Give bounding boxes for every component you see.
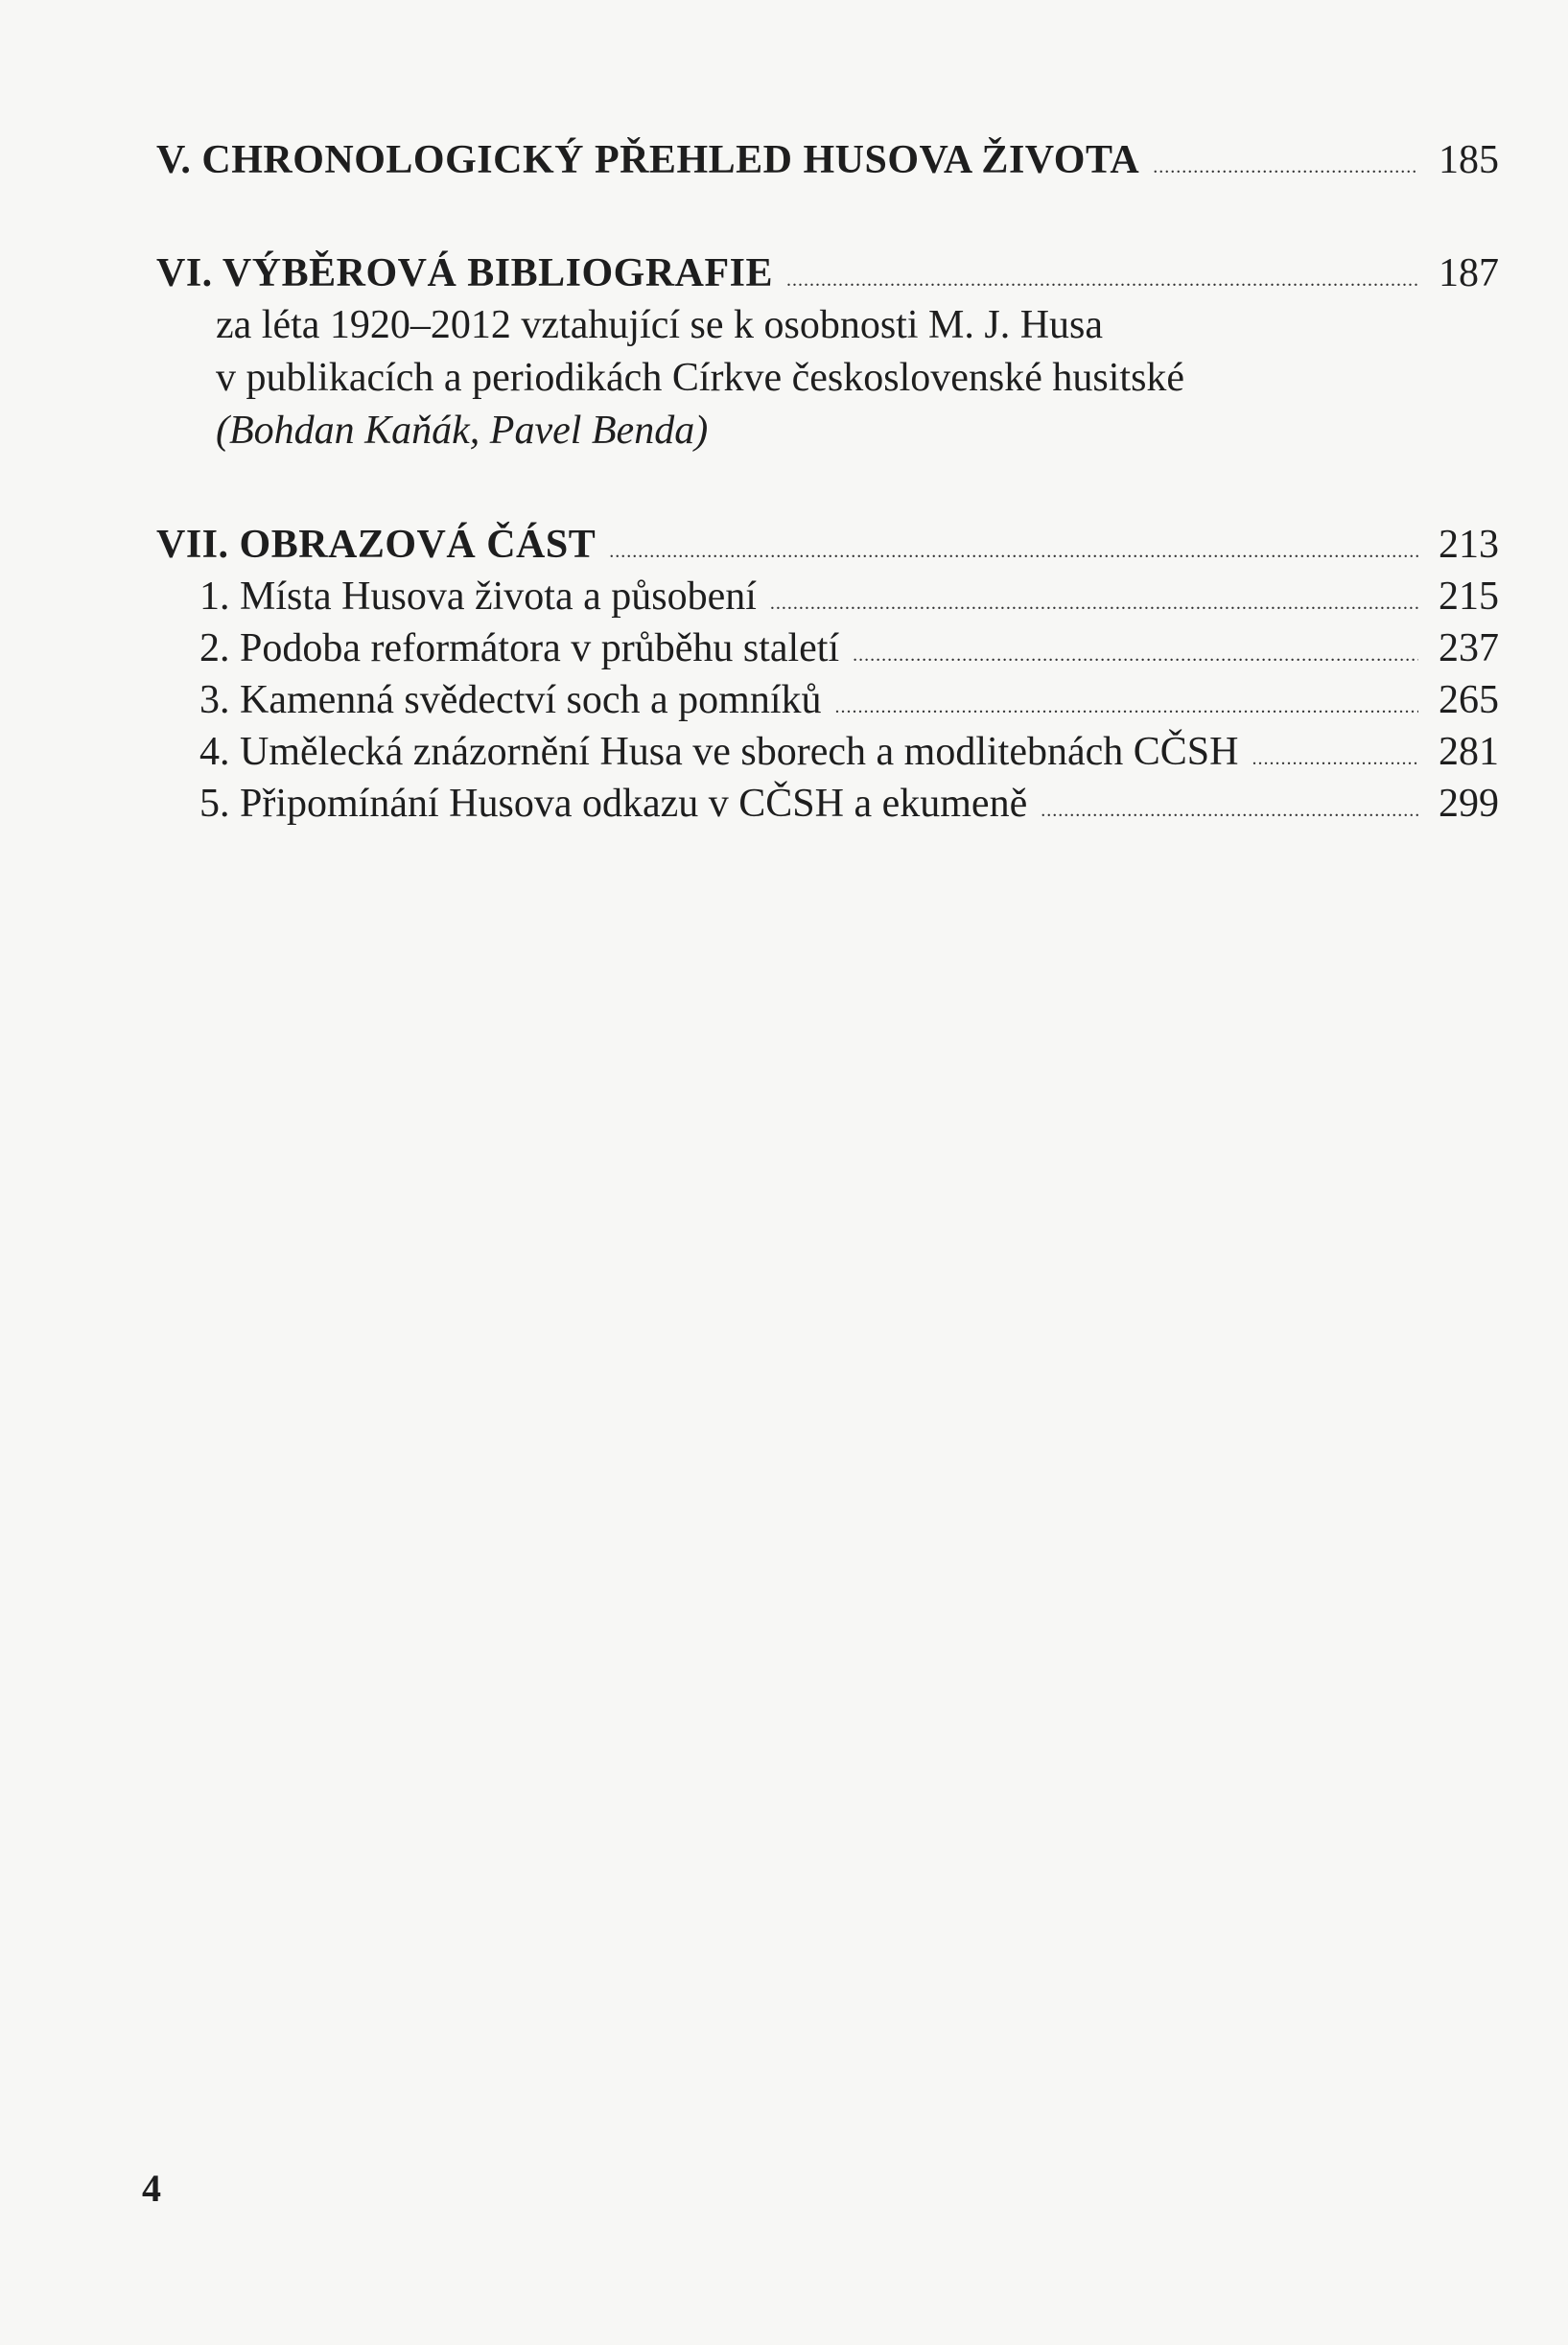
dot-leader xyxy=(1252,749,1419,768)
toc-subentry[interactable] xyxy=(156,571,1499,622)
page-number: 4 xyxy=(142,2167,161,2210)
table-of-contents xyxy=(156,134,1499,830)
toc-subentry-page: 265 xyxy=(1439,678,1499,722)
toc-entry-page: 187 xyxy=(1439,251,1499,295)
toc-subentry-title: 3. Kamenná svědectví soch a pomníků xyxy=(199,678,822,722)
toc-entry-section-v[interactable] xyxy=(156,134,1499,186)
toc-subentry[interactable] xyxy=(156,778,1499,830)
toc-entry-section-vi[interactable] xyxy=(156,247,1499,299)
dot-leader xyxy=(835,697,1419,716)
toc-subentry-title: 4. Umělecká znázornění Husa ve sborech a modlitebnách CČSH xyxy=(199,730,1239,774)
toc-entry-page: 185 xyxy=(1439,138,1499,182)
toc-entry-title: VI. VÝBĚROVÁ BIBLIOGRAFIE xyxy=(156,251,774,295)
dot-leader xyxy=(770,594,1418,613)
toc-entry-title: V. CHRONOLOGICKÝ PŘEHLED HUSOVA ŽIVOTA xyxy=(156,138,1140,182)
toc-entry-title: VII. OBRAZOVÁ ČÁST xyxy=(156,523,597,567)
toc-subentry[interactable] xyxy=(156,622,1499,674)
toc-subentry-page: 299 xyxy=(1439,782,1499,826)
section-spacer xyxy=(156,457,1499,519)
toc-entry-page: 213 xyxy=(1439,523,1499,567)
dot-leader xyxy=(786,270,1418,290)
section-spacer xyxy=(156,186,1499,247)
dot-leader xyxy=(609,542,1418,561)
section-authors: (Bohdan Kaňák, Pavel Benda) xyxy=(216,409,709,453)
toc-subentry[interactable] xyxy=(156,674,1499,726)
toc-subentry-page: 237 xyxy=(1439,626,1499,670)
toc-subentry-title: 1. Místa Husova života a působení xyxy=(199,575,757,619)
dot-leader xyxy=(1153,157,1418,176)
dot-leader xyxy=(853,645,1418,665)
toc-entry-section-vii[interactable] xyxy=(156,519,1499,571)
section-description-line: v publikacích a periodikách Církve československé husitské xyxy=(216,356,1185,400)
toc-subentry-title: 2. Podoba reformátora v průběhu staletí xyxy=(199,626,840,670)
dot-leader xyxy=(1041,801,1418,820)
section-description-line: za léta 1920–2012 vztahující se k osobnosti M. J. Husa xyxy=(216,303,1104,347)
toc-subentry-page: 215 xyxy=(1439,575,1499,619)
toc-subentry-page: 281 xyxy=(1439,730,1499,774)
toc-subentry-title: 5. Připomínání Husova odkazu v CČSH a ekumeně xyxy=(199,782,1028,826)
toc-subentry[interactable] xyxy=(156,726,1499,778)
